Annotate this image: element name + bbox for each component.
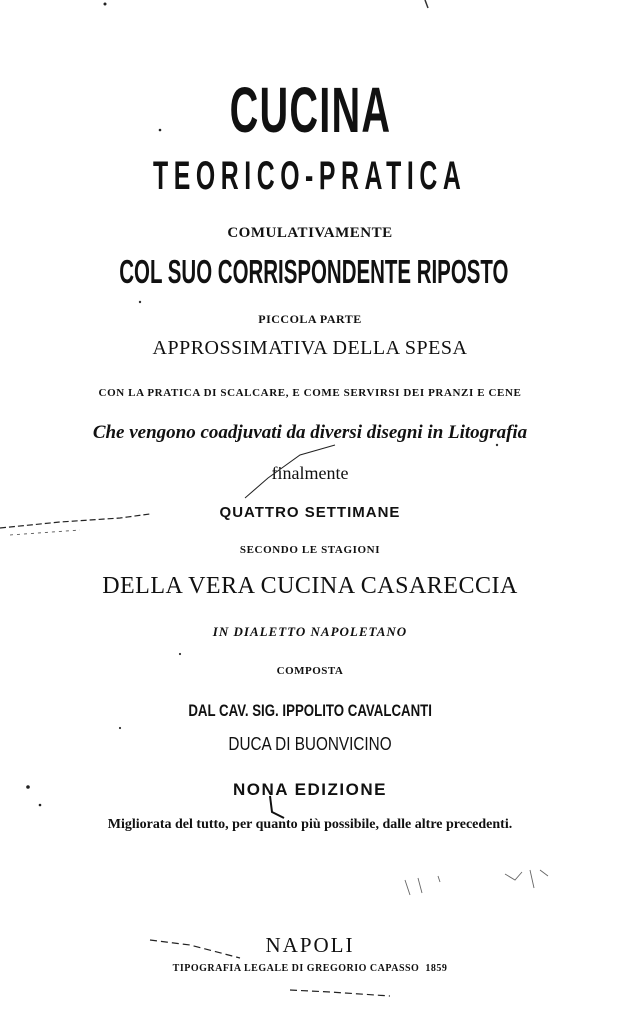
line-comulativamente: COMULATIVAMENTE — [227, 225, 393, 241]
line-riposto: COL SUO CORRISPONDENTE RIPOSTO — [119, 253, 509, 290]
dot-7 — [119, 727, 121, 729]
line-casareccia: DELLA VERA CUCINA CASARECCIA — [102, 573, 518, 599]
line-piccola-parte: PICCOLA PARTE — [258, 312, 362, 326]
imprint-printer: TIPOGRAFIA LEGALE DI GREGORIO CAPASSO 1859 — [172, 963, 448, 974]
line-migliorata: Migliorata del tutto, per quanto più possibile, dalle altre precedenti. — [107, 817, 513, 832]
line-stagioni: SECONDO LE STAGIONI — [239, 544, 381, 556]
line-duca: DUCA DI BUONVICINO — [228, 734, 392, 754]
line-composta: COMPOSTA — [276, 665, 344, 677]
pen-stroke-top-right — [425, 0, 428, 8]
book-subtitle: TEORICO-PRATICA — [153, 154, 467, 198]
line-edizione: NONA EDIZIONE — [233, 780, 387, 799]
line-spesa: APPROSSIMATIVA DELLA SPESA — [152, 337, 468, 359]
dot-6 — [39, 804, 42, 807]
dot-4 — [496, 444, 498, 446]
pen-stroke-left-2 — [10, 530, 80, 535]
line-author: DAL CAV. SIG. IPPOLITO CAVALCANTI — [188, 701, 432, 720]
line-scalcare: CON LA PRATICA DI SCALCARE, E COME SERVIRSI DEI PRANZI E CENE — [98, 387, 522, 399]
dot-3 — [139, 301, 141, 303]
dot-1 — [104, 3, 107, 6]
faint-handwriting — [405, 870, 548, 895]
line-litografia: Che vengono coadjuvati da diversi disegni in Litografia — [92, 422, 528, 443]
dot-8 — [179, 653, 181, 655]
line-dialetto: IN DIALETTO NAPOLETANO — [212, 624, 408, 639]
book-title: CUCINA — [229, 74, 391, 146]
line-quattro-settimane: QUATTRO SETTIMANE — [219, 504, 401, 521]
line-finalmente: finalmente — [271, 463, 349, 483]
pen-stroke-edizione — [270, 796, 284, 818]
imprint-city: NAPOLI — [265, 933, 355, 957]
imprint-year: 1859 — [425, 963, 448, 974]
